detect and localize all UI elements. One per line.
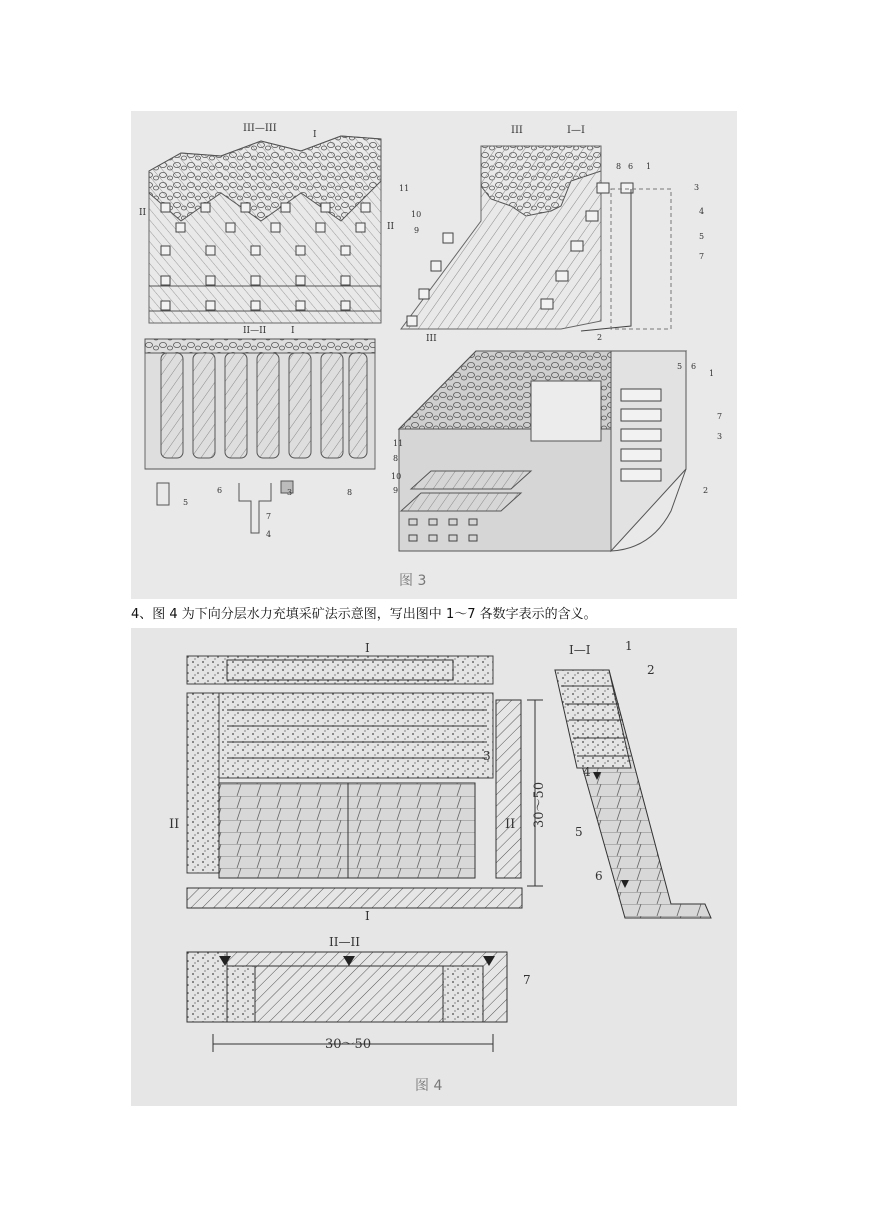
fig3-callout-5b: 5	[183, 498, 189, 507]
fig4-callout-2: 2	[647, 663, 655, 677]
fig4-label-cut-i-bottom: I	[365, 909, 370, 923]
fig4-label-ii-ii: II—II	[329, 935, 360, 949]
fig4-callout-7: 7	[523, 973, 531, 987]
fig3-callout-1a: 1	[646, 162, 652, 171]
fig3-callout-4b: 4	[266, 530, 272, 539]
figure-4-caption: 图 4	[415, 1078, 443, 1094]
fig3-label-iii-cut-bottom: III	[426, 334, 437, 344]
fig4-plan-view	[187, 656, 522, 908]
fig3-label-i-i: I—I	[567, 125, 585, 136]
fig4-callout-6: 6	[595, 869, 603, 883]
fig3-label-cut-i-top: I	[313, 130, 317, 140]
fig3-callout-11b: 11	[393, 439, 404, 448]
figure-3-caption: 图 3	[399, 573, 427, 589]
fig3-callout-1c: 1	[709, 369, 715, 378]
fig4-callout-5: 5	[575, 825, 583, 839]
fig3-section-i-i	[401, 146, 671, 331]
fig3-callout-10b: 10	[391, 472, 402, 481]
fig3-section-iii-iii	[149, 136, 381, 323]
fig3-callout-2c: 2	[703, 486, 709, 495]
fig3-callout-7a: 7	[699, 252, 705, 261]
fig3-callout-9a: 9	[414, 226, 420, 235]
fig3-callout-2a: 2	[597, 333, 603, 342]
fig3-callout-7b: 7	[266, 512, 272, 521]
fig3-callout-10a: 10	[411, 210, 422, 219]
figure-4-image	[131, 628, 737, 1106]
fig3-callout-8b: 8	[347, 488, 353, 497]
fig3-callout-6b: 6	[217, 486, 223, 495]
fig3-callout-7c: 7	[717, 412, 723, 421]
fig3-label-iii-cut-top: III	[511, 125, 523, 136]
fig3-callout-9b: 9	[393, 486, 399, 495]
fig3-callout-11a: 11	[399, 184, 410, 193]
fig3-label-cut-ii-right: II	[387, 222, 395, 232]
fig4-horizontal-dimension-label: 30～50	[325, 1037, 372, 1052]
fig4-label-i-i: I—I	[569, 643, 591, 657]
fig3-callout-3b: 3	[287, 488, 293, 497]
fig3-callout-5a: 5	[699, 232, 705, 241]
fig4-callout-4: 4	[583, 765, 591, 779]
fig3-callout-4a: 4	[699, 207, 705, 216]
fig4-callout-1: 1	[625, 639, 633, 653]
fig3-label-iii-iii: III—III	[243, 123, 277, 134]
figure-3-image	[131, 111, 737, 599]
fig3-callout-3c: 3	[717, 432, 723, 441]
fig3-label-ii-ii: II—II	[243, 326, 267, 336]
fig3-isometric-view	[399, 351, 686, 551]
fig3-callout-3a: 3	[694, 183, 700, 192]
fig3-callout-8c: 8	[393, 454, 399, 463]
question-4-text: 4、图 4 为下向分层水力充填采矿法示意图，写出图中 1～7 各数字表示的含义。	[131, 607, 597, 622]
fig3-label-cut-ii-left: II	[139, 208, 147, 218]
fig3-callout-5c: 5	[677, 362, 683, 371]
fig3-callout-8a: 8	[616, 162, 622, 171]
fig4-callout-3: 3	[483, 749, 491, 763]
fig4-section-i-i	[555, 670, 711, 918]
fig3-callout-6a: 6	[628, 162, 634, 171]
fig4-label-cut-i-top: I	[365, 641, 370, 655]
fig3-label-cut-i-bottom: I	[291, 326, 295, 336]
fig4-vertical-dimension-label: 30～50	[532, 781, 547, 828]
fig3-callout-6c: 6	[691, 362, 697, 371]
fig4-label-cut-ii-left: II	[169, 817, 180, 832]
fig4-label-cut-ii-right: II	[505, 817, 516, 832]
fig3-section-ii-ii	[145, 339, 375, 533]
